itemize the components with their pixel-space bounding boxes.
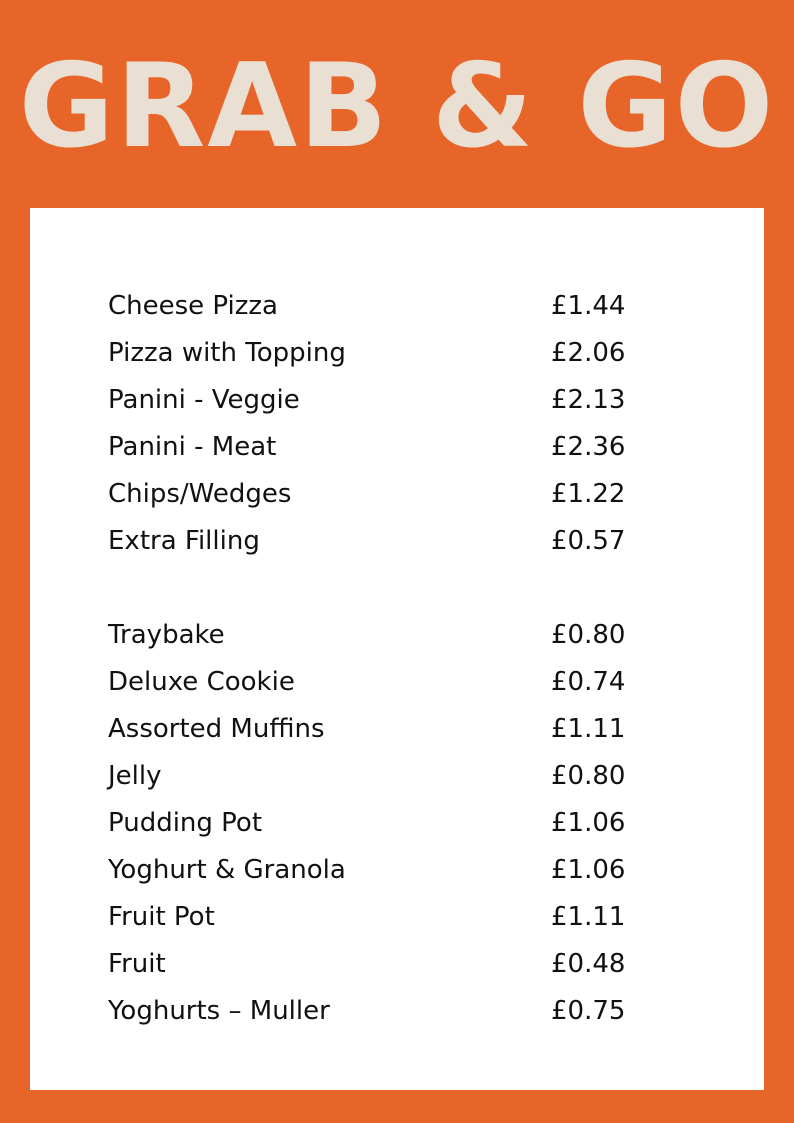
item-price: £2.06: [551, 338, 626, 368]
item-price: £0.74: [551, 667, 626, 697]
item-name: Deluxe Cookie: [108, 667, 295, 697]
menu-item: [108, 428, 668, 475]
item-name: Traybake: [108, 620, 225, 650]
item-price: £0.80: [551, 761, 626, 791]
item-price: £1.06: [551, 855, 626, 885]
item-price: £1.11: [551, 902, 626, 932]
item-price: £1.06: [551, 808, 626, 838]
item-price: £0.75: [551, 996, 626, 1026]
item-price: £0.80: [551, 620, 626, 650]
menu-item: [108, 287, 668, 334]
menu-list: [108, 287, 668, 1039]
item-name: Cheese Pizza: [108, 291, 278, 321]
item-name: Jelly: [108, 761, 162, 791]
menu-item: [108, 334, 668, 381]
menu-item: [108, 804, 668, 851]
item-price: £1.11: [551, 714, 626, 744]
item-name: Fruit Pot: [108, 902, 215, 932]
item-name: Assorted Muffins: [108, 714, 325, 744]
item-price: £1.22: [551, 479, 626, 509]
item-price: £0.48: [551, 949, 626, 979]
item-price: £1.44: [551, 291, 626, 321]
menu-item: [108, 757, 668, 804]
menu-item: [108, 663, 668, 710]
item-name: Pizza with Topping: [108, 338, 346, 368]
item-name: Panini - Veggie: [108, 385, 300, 415]
item-price: £2.36: [551, 432, 626, 462]
menu-item: [108, 992, 668, 1039]
menu-item: [108, 381, 668, 428]
menu-item: [108, 616, 668, 663]
item-name: Panini - Meat: [108, 432, 277, 462]
menu-item: [108, 710, 668, 757]
page-title: GRAB & GO: [18, 39, 776, 174]
item-name: Fruit: [108, 949, 166, 979]
menu-item: [108, 522, 668, 569]
item-price: £0.57: [551, 526, 626, 556]
menu-panel: [30, 208, 764, 1090]
menu-item: [108, 475, 668, 522]
menu-item: [108, 851, 668, 898]
item-price: £2.13: [551, 385, 626, 415]
item-name: Pudding Pot: [108, 808, 263, 838]
item-name: Yoghurt & Granola: [108, 855, 346, 885]
item-name: Chips/Wedges: [108, 479, 292, 509]
item-name: Extra Filling: [108, 526, 260, 556]
menu-item: [108, 898, 668, 945]
menu-item: [108, 945, 668, 992]
item-name: Yoghurts – Muller: [108, 996, 330, 1026]
group-divider: [108, 569, 668, 616]
